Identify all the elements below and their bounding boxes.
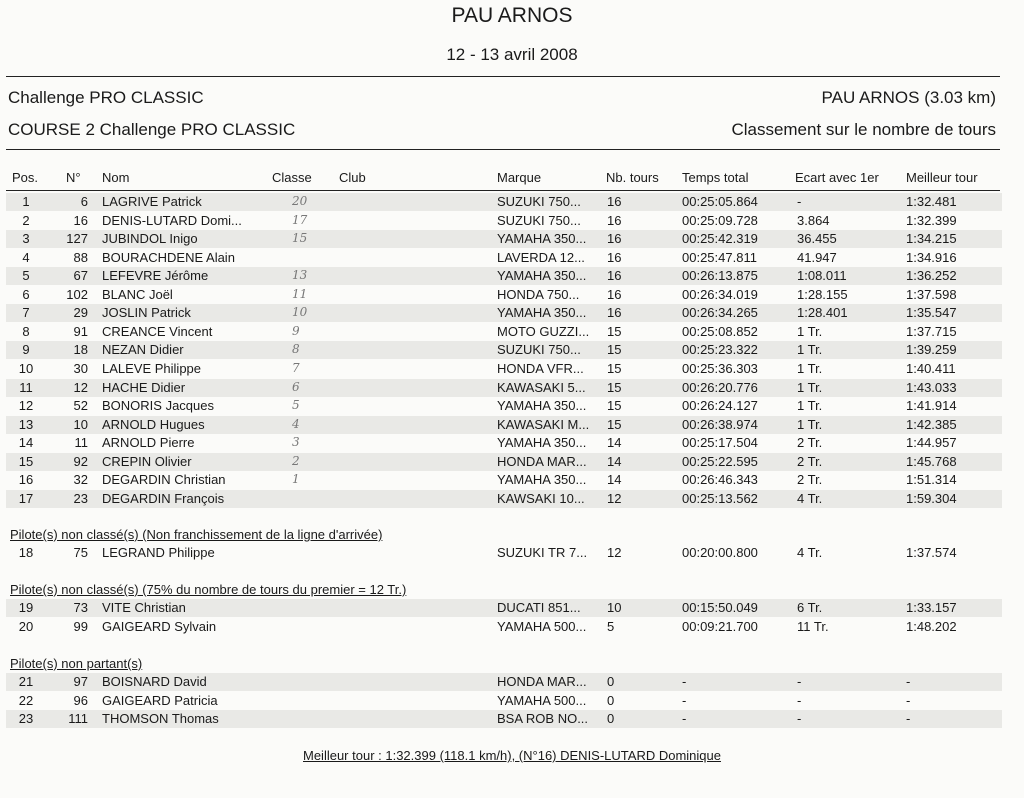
cell-best-lap: 1:45.768 (906, 453, 957, 469)
cell-name: LEGRAND Philippe (102, 545, 215, 560)
cell-total-time: 00:26:13.875 (682, 268, 758, 284)
cell-best-lap: - (906, 711, 911, 726)
cell-pos: 13 (18, 416, 34, 432)
cell-name: THOMSON Thomas (102, 711, 219, 726)
cell-brand: SUZUKI 750... (497, 342, 581, 358)
cell-total-time: 00:25:42.319 (682, 231, 758, 247)
cell-pos: 5 (22, 268, 30, 284)
col-best-lap: Meilleur tour (906, 170, 978, 185)
cell-num: 67 (73, 268, 88, 284)
cell-num: 99 (73, 618, 88, 634)
col-laps: Nb. tours (606, 170, 659, 185)
cell-total-time: 00:20:00.800 (682, 545, 758, 560)
cell-gap: 4 Tr. (797, 545, 823, 560)
cell-best-lap: 1:59.304 (906, 490, 957, 506)
cell-name: ARNOLD Hugues (102, 416, 205, 432)
cell-gap: 1 Tr. (797, 416, 823, 432)
cell-num: 91 (73, 323, 88, 339)
cell-gap: - (797, 692, 802, 708)
challenge-name: Challenge PRO CLASSIC (8, 88, 204, 107)
cell-class-handwritten: 7 (292, 360, 300, 375)
cell-gap: 1 Tr. (797, 323, 823, 339)
table-row (6, 212, 1002, 230)
cell-num: 96 (73, 692, 88, 708)
cell-class-handwritten: 2 (292, 453, 300, 468)
cell-gap: 41.947 (797, 249, 837, 265)
columns-divider (6, 190, 1000, 191)
cell-num: 12 (73, 379, 88, 395)
cell-gap: - (797, 711, 802, 726)
cell-best-lap: 1:36.252 (906, 268, 957, 284)
cell-name: BOISNARD David (102, 674, 207, 689)
cell-num: 29 (73, 305, 88, 321)
cell-best-lap: 1:39.259 (906, 342, 957, 358)
cell-gap: 1:28.155 (797, 286, 848, 302)
cell-pos: 21 (18, 674, 34, 689)
cell-name: BONORIS Jacques (102, 398, 214, 414)
table-row (6, 471, 1002, 489)
cell-brand: BSA ROB NO... (497, 711, 589, 726)
table-row (6, 249, 1002, 267)
cell-pos: 23 (18, 711, 34, 726)
cell-num: 52 (73, 398, 88, 414)
event-title: PAU ARNOS (451, 4, 573, 27)
table-row (6, 599, 1002, 617)
cell-pos: 8 (22, 323, 30, 339)
cell-pos: 15 (18, 453, 34, 469)
cell-best-lap: 1:42.385 (906, 416, 957, 432)
cell-num: 18 (73, 342, 88, 358)
cell-num: 75 (73, 545, 88, 560)
cell-laps: 14 (607, 435, 622, 451)
cell-brand: YAMAHA 500... (497, 618, 587, 634)
cell-name: CREPIN Olivier (102, 453, 192, 469)
cell-pos: 16 (18, 472, 34, 488)
cell-total-time: 00:25:08.852 (682, 323, 758, 339)
table-row (6, 490, 1002, 508)
cell-brand: YAMAHA 350... (497, 472, 587, 488)
table-row (6, 267, 1002, 285)
table-row (6, 341, 1002, 359)
cell-pos: 11 (19, 379, 33, 395)
unfinished-section-title: Pilote(s) non classé(s) (Non franchissement de la ligne d'arrivée) (10, 527, 383, 542)
cell-best-lap: 1:51.314 (906, 472, 957, 488)
cell-best-lap: - (906, 692, 911, 708)
cell-total-time: 00:25:23.322 (682, 342, 758, 358)
cell-best-lap: 1:32.399 (906, 212, 957, 228)
cell-brand: SUZUKI TR 7... (497, 545, 588, 560)
cell-total-time: 00:09:21.700 (682, 618, 758, 634)
cell-num: 11 (74, 435, 88, 451)
cell-class-handwritten: 1 (292, 472, 300, 487)
cell-pos: 18 (18, 545, 34, 560)
cell-total-time: 00:25:13.562 (682, 490, 758, 506)
cell-gap: 1 Tr. (797, 342, 823, 358)
cell-brand: KAWASAKI 5... (497, 379, 586, 395)
ranking-mode: Classement sur le nombre de tours (731, 120, 996, 139)
cell-brand: YAMAHA 350... (497, 398, 587, 414)
cell-name: DEGARDIN François (102, 490, 225, 506)
table-row (6, 453, 1002, 471)
col-gap: Ecart avec 1er (795, 170, 879, 185)
cell-gap: 11 Tr. (797, 618, 829, 634)
cell-laps: 0 (607, 711, 615, 726)
nonstart-section-title: Pilote(s) non partant(s) (10, 656, 143, 671)
cell-gap: 2 Tr. (797, 453, 823, 469)
cell-pos: 3 (22, 231, 30, 247)
cell-brand: YAMAHA 350... (497, 435, 587, 451)
cell-brand: KAWSAKI 10... (497, 490, 585, 506)
table-row (6, 710, 1002, 728)
cell-gap: 2 Tr. (797, 435, 823, 451)
cell-name: JUBINDOL Inigo (102, 231, 198, 247)
cell-laps: 0 (607, 692, 615, 708)
col-num: N° (66, 170, 81, 185)
cell-num: 92 (73, 453, 88, 469)
col-class: Classe (272, 170, 312, 185)
best-lap-footer: Meilleur tour : 1:32.399 (118.1 km/h), (N°16) DENIS-LUTARD Dominique (303, 748, 721, 763)
cell-best-lap: 1:44.957 (906, 435, 957, 451)
cell-brand: HONDA 750... (497, 286, 580, 302)
cell-brand: YAMAHA 350... (497, 268, 587, 284)
cell-brand: HONDA MAR... (497, 453, 587, 469)
cell-gap: 3.864 (797, 212, 830, 228)
cell-class-handwritten: 5 (292, 398, 300, 413)
cell-laps: 16 (607, 249, 622, 265)
event-dates: 12 - 13 avril 2008 (446, 45, 578, 64)
cell-laps: 15 (607, 416, 622, 432)
cell-best-lap: 1:35.547 (906, 305, 957, 321)
cell-laps: 12 (607, 490, 622, 506)
col-brand: Marque (497, 170, 542, 185)
cell-total-time: 00:26:38.974 (682, 416, 758, 432)
circuit-info: PAU ARNOS (3.03 km) (821, 88, 996, 107)
cell-best-lap: - (906, 674, 911, 689)
cell-class-handwritten: 17 (292, 212, 308, 227)
cell-pos: 17 (18, 490, 34, 506)
cell-total-time: - (682, 711, 687, 726)
cell-laps: 0 (607, 674, 615, 689)
cell-brand: HONDA VFR... (497, 360, 584, 376)
cell-total-time: - (682, 674, 687, 689)
cell-name: JOSLIN Patrick (102, 305, 191, 321)
cell-gap: 1:08.011 (797, 268, 847, 284)
table-row (6, 692, 1002, 710)
cell-name: LEFEVRE Jérôme (102, 268, 209, 284)
col-total-time: Temps total (682, 170, 749, 185)
table-row (6, 397, 1002, 415)
table-row (6, 286, 1002, 304)
cell-name: LAGRIVE Patrick (102, 194, 202, 209)
cell-class-handwritten: 10 (292, 305, 308, 320)
cell-num: 16 (73, 212, 88, 228)
cell-gap: 1 Tr. (797, 379, 823, 395)
cell-name: GAIGEARD Patricia (102, 692, 218, 708)
table-row (6, 304, 1002, 322)
cell-laps: 12 (607, 545, 622, 560)
cell-num: 32 (73, 472, 88, 488)
cell-best-lap: 1:32.481 (906, 194, 957, 209)
cell-pos: 10 (18, 360, 34, 376)
cell-laps: 10 (607, 600, 622, 615)
title-divider (6, 76, 1000, 77)
cell-pos: 1 (22, 194, 30, 209)
cell-name: LALEVE Philippe (102, 360, 202, 376)
cell-brand: HONDA MAR... (497, 674, 587, 689)
cell-total-time: - (682, 692, 687, 708)
cell-laps: 14 (607, 472, 622, 488)
cell-laps: 16 (607, 231, 622, 247)
cell-class-handwritten: 15 (292, 231, 308, 246)
cell-total-time: 00:26:46.343 (682, 472, 758, 488)
cell-pos: 14 (18, 435, 34, 451)
cell-num: 23 (73, 490, 88, 506)
cell-best-lap: 1:33.157 (906, 600, 957, 615)
cell-laps: 15 (607, 323, 622, 339)
table-row (6, 673, 1002, 691)
pct75-section-title: Pilote(s) non classé(s) (75% du nombre de tours du premier = 12 Tr.) (10, 582, 407, 597)
cell-best-lap: 1:41.914 (906, 398, 957, 414)
cell-total-time: 00:25:36.303 (682, 360, 758, 376)
cell-laps: 16 (607, 212, 622, 228)
cell-best-lap: 1:40.411 (906, 360, 956, 376)
cell-name: DENIS-LUTARD Domi... (102, 212, 242, 228)
race-name: COURSE 2 Challenge PRO CLASSIC (8, 120, 296, 139)
cell-brand: MOTO GUZZI... (497, 323, 590, 339)
cell-class-handwritten: 11 (292, 286, 308, 301)
cell-brand: YAMAHA 350... (497, 231, 587, 247)
table-row (6, 230, 1002, 248)
table-row (6, 544, 1002, 562)
cell-name: HACHE Didier (102, 379, 186, 395)
table-row (6, 416, 1002, 434)
cell-name: BOURACHDENE Alain (102, 249, 235, 265)
cell-brand: YAMAHA 350... (497, 305, 587, 321)
cell-total-time: 00:25:47.811 (682, 249, 757, 265)
cell-gap: 1:28.401 (797, 305, 848, 321)
cell-gap: 4 Tr. (797, 490, 823, 506)
cell-pos: 20 (18, 618, 34, 634)
cell-pos: 19 (18, 600, 34, 615)
cell-gap: 1 Tr. (797, 398, 823, 414)
cell-laps: 14 (607, 453, 622, 469)
cell-class-handwritten: 6 (292, 379, 300, 394)
cell-pos: 2 (22, 212, 30, 228)
cell-pos: 4 (22, 249, 30, 265)
cell-best-lap: 1:48.202 (906, 618, 957, 634)
cell-brand: SUZUKI 750... (497, 212, 581, 228)
cell-name: GAIGEARD Sylvain (102, 618, 217, 634)
table-row (6, 323, 1002, 341)
cell-brand: SUZUKI 750... (497, 194, 581, 209)
cell-name: ARNOLD Pierre (102, 435, 195, 451)
cell-class-handwritten: 3 (292, 435, 300, 450)
cell-gap: 36.455 (797, 231, 837, 247)
cell-total-time: 00:26:24.127 (682, 398, 758, 414)
cell-laps: 5 (607, 618, 615, 634)
cell-laps: 15 (607, 342, 622, 358)
cell-laps: 16 (607, 305, 622, 321)
cell-brand: KAWASAKI M... (497, 416, 590, 432)
cell-best-lap: 1:34.215 (906, 231, 957, 247)
cell-gap: - (797, 674, 802, 689)
cell-laps: 15 (607, 379, 622, 395)
cell-brand: YAMAHA 500... (497, 692, 587, 708)
cell-num: 111 (68, 711, 88, 726)
table-row (6, 434, 1002, 452)
header-divider (6, 149, 1000, 150)
cell-pos: 9 (22, 342, 30, 358)
cell-best-lap: 1:43.033 (906, 379, 957, 395)
cell-num: 88 (73, 249, 88, 265)
cell-num: 73 (73, 600, 88, 615)
cell-best-lap: 1:37.598 (906, 286, 957, 302)
cell-class-handwritten: 20 (292, 194, 308, 208)
cell-num: 30 (73, 360, 88, 376)
cell-total-time: 00:25:09.728 (682, 212, 758, 228)
cell-gap: 2 Tr. (797, 472, 823, 488)
cell-name: BLANC Joël (102, 286, 173, 302)
cell-laps: 16 (607, 286, 622, 302)
cell-pos: 22 (18, 692, 34, 708)
cell-pos: 12 (18, 398, 34, 414)
cell-brand: LAVERDA 12... (497, 249, 585, 265)
cell-num: 127 (66, 231, 88, 247)
col-club: Club (339, 170, 366, 185)
cell-laps: 15 (607, 398, 622, 414)
cell-best-lap: 1:37.715 (906, 323, 957, 339)
cell-num: 10 (73, 416, 88, 432)
cell-laps: 16 (607, 194, 622, 209)
table-row (6, 193, 1002, 211)
cell-total-time: 00:25:17.504 (682, 435, 758, 451)
col-name: Nom (102, 170, 130, 185)
table-row (6, 618, 1002, 636)
cell-total-time: 00:26:34.019 (682, 286, 758, 302)
cell-name: CREANCE Vincent (102, 323, 213, 339)
cell-best-lap: 1:34.916 (906, 249, 957, 265)
cell-laps: 15 (607, 360, 622, 376)
cell-gap: - (797, 194, 802, 209)
cell-laps: 16 (607, 268, 622, 284)
cell-brand: DUCATI 851... (497, 600, 581, 615)
col-pos: Pos. (12, 170, 39, 185)
cell-pos: 6 (22, 286, 30, 302)
cell-class-handwritten: 13 (292, 268, 308, 283)
table-row (6, 360, 1002, 378)
cell-total-time: 00:26:20.776 (682, 379, 758, 395)
cell-name: NEZAN Didier (102, 342, 184, 358)
cell-num: 6 (80, 194, 88, 209)
cell-best-lap: 1:37.574 (906, 545, 957, 560)
cell-class-handwritten: 8 (292, 342, 300, 357)
cell-class-handwritten: 4 (292, 416, 300, 431)
cell-total-time: 00:15:50.049 (682, 600, 758, 615)
cell-num: 102 (66, 286, 88, 302)
cell-total-time: 00:25:05.864 (682, 194, 758, 209)
cell-class-handwritten: 9 (292, 323, 300, 338)
cell-num: 97 (73, 674, 88, 689)
cell-name: VITE Christian (102, 600, 186, 615)
cell-gap: 6 Tr. (797, 600, 823, 615)
cell-gap: 1 Tr. (797, 360, 823, 376)
cell-total-time: 00:26:34.265 (682, 305, 758, 321)
cell-pos: 7 (22, 305, 30, 321)
table-row (6, 379, 1002, 397)
cell-total-time: 00:25:22.595 (682, 453, 758, 469)
cell-name: DEGARDIN Christian (102, 472, 226, 488)
